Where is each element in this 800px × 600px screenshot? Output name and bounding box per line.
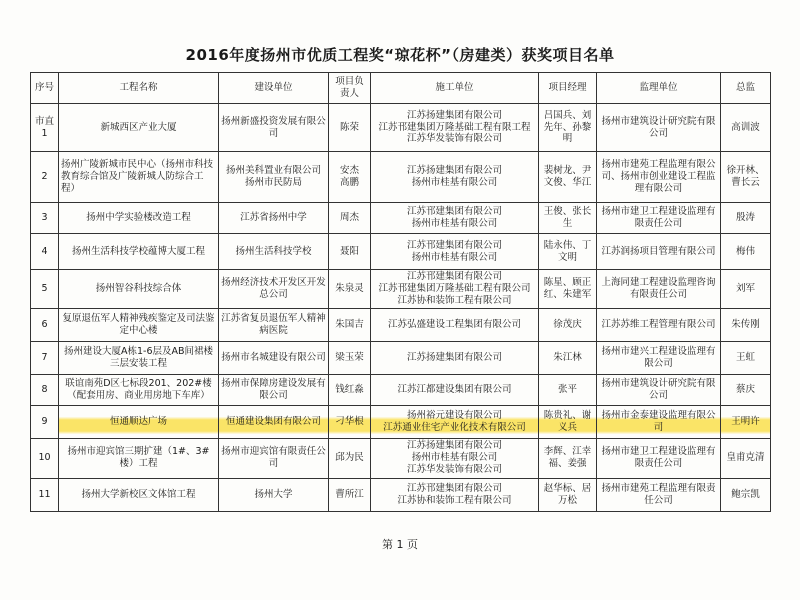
cell-chief: 鲍宗凯 (721, 478, 771, 511)
cell-chief: 王虹 (721, 341, 771, 374)
cell-builder: 江苏省扬州中学 (219, 203, 329, 234)
header-chief: 总监 (721, 73, 771, 104)
table-row (31, 438, 771, 478)
cell-supervisor: 上海同建工程建设监理咨询有限责任公司 (597, 270, 721, 309)
cell-builder: 恒通建设集团有限公司 (219, 405, 329, 438)
cell-supervisor: 扬州市建兴工程建设监理有限公司 (597, 341, 721, 374)
cell-leader: 曹所江 (329, 478, 371, 511)
cell-no: 8 (31, 374, 59, 405)
document-title: 2016年度扬州市优质工程奖“琼花杯”（房建类）获奖项目名单 (185, 46, 615, 64)
cell-no: 3 (31, 203, 59, 234)
cell-no: 市直1 (31, 104, 59, 152)
cell-manager: 吕国兵、刘先年、孙黎明 (539, 104, 597, 152)
cell-leader: 梁玉荣 (329, 341, 371, 374)
cell-chief: 殷涛 (721, 203, 771, 234)
cell-builder: 扬州市保障房建设发展有限公司 (219, 374, 329, 405)
header-project-name: 工程名称 (59, 73, 219, 104)
cell-supervisor: 扬州市建苑工程监理有限责任公司 (597, 478, 721, 511)
cell-chief: 高训波 (721, 104, 771, 152)
cell-contractor: 江苏邗建集团有限公司 江苏邗建集团万隆基础工程有限公司 江苏协和装饰工程有限公司 (371, 270, 539, 309)
cell-no: 11 (31, 478, 59, 511)
table-header-row (31, 73, 771, 104)
cell-chief: 蔡庆 (721, 374, 771, 405)
cell-manager: 陈贵礼、谢义兵 (539, 405, 597, 438)
cell-no: 4 (31, 234, 59, 270)
header-builder: 建设单位 (219, 73, 329, 104)
cell-project-name: 新城西区产业大厦 (59, 104, 219, 152)
header-supervisor: 监理单位 (597, 73, 721, 104)
cell-project-name: 扬州中学实验楼改造工程 (59, 203, 219, 234)
cell-project-name: 扬州智谷科技综合体 (59, 270, 219, 309)
cell-project-name: 扬州广陵新城市民中心（扬州市科技教育综合馆及广陵新城人防综合工程） (59, 152, 219, 203)
table-row-highlighted (31, 405, 771, 438)
cell-project-name: 扬州建设大厦A栋1-6层及AB间裙楼三层安装工程 (59, 341, 219, 374)
cell-manager: 赵华标、居万松 (539, 478, 597, 511)
cell-supervisor: 江苏润扬项目管理有限公司 (597, 234, 721, 270)
cell-leader: 朱泉灵 (329, 270, 371, 309)
cell-manager: 王俊、张长生 (539, 203, 597, 234)
table-row (31, 203, 771, 234)
cell-project-name: 恒通顺达广场 (59, 405, 219, 438)
cell-chief: 王明许 (721, 405, 771, 438)
cell-chief: 梅伟 (721, 234, 771, 270)
cell-leader: 朱国吉 (329, 308, 371, 341)
cell-supervisor: 扬州市金泰建设监理有限公司 (597, 405, 721, 438)
cell-project-name: 联谊南苑D区七标段201、202#楼（配套用房、商业用房地下车库） (59, 374, 219, 405)
cell-leader: 钱红淼 (329, 374, 371, 405)
cell-contractor: 江苏江都建设集团有限公司 (371, 374, 539, 405)
cell-builder: 扬州新盛投资发展有限公司 (219, 104, 329, 152)
cell-builder: 江苏省复员退伍军人精神病医院 (219, 308, 329, 341)
cell-chief: 皇甫克清 (721, 438, 771, 478)
cell-builder: 扬州大学 (219, 478, 329, 511)
cell-no: 9 (31, 405, 59, 438)
cell-contractor: 江苏邗建集团有限公司 江苏协和装饰工程有限公司 (371, 478, 539, 511)
table-row (31, 152, 771, 203)
cell-chief: 朱传刚 (721, 308, 771, 341)
cell-builder: 扬州经济技术开发区开发总公司 (219, 270, 329, 309)
cell-supervisor: 扬州市建筑设计研究院有限公司 (597, 104, 721, 152)
cell-builder: 扬州市迎宾馆有限责任公司 (219, 438, 329, 478)
cell-builder: 扬州生活科技学校 (219, 234, 329, 270)
cell-project-name: 扬州大学新校区文体馆工程 (59, 478, 219, 511)
cell-supervisor: 扬州市建苑工程监理有限公司、扬州市创业建设工程监理有限公司 (597, 152, 721, 203)
header-no: 序号 (31, 73, 59, 104)
cell-no: 6 (31, 308, 59, 341)
cell-manager: 朱江林 (539, 341, 597, 374)
header-leader: 项目负责人 (329, 73, 371, 104)
table-row (31, 270, 771, 309)
table-row (31, 341, 771, 374)
cell-chief: 徐开林、曹长云 (721, 152, 771, 203)
cell-manager: 徐茂庆 (539, 308, 597, 341)
cell-builder: 扬州市名城建设有限公司 (219, 341, 329, 374)
award-table (30, 72, 771, 512)
cell-contractor: 江苏扬建集团有限公司 扬州市桂基有限公司 江苏华发装饰有限公司 (371, 438, 539, 478)
cell-project-name: 复原退伍军人精神残疾鉴定及司法鉴定中心楼 (59, 308, 219, 341)
cell-manager: 裴树龙、尹文俊、华江 (539, 152, 597, 203)
cell-contractor: 江苏邗建集团有限公司 扬州市桂基有限公司 (371, 234, 539, 270)
cell-contractor: 江苏扬建集团有限公司 (371, 341, 539, 374)
table-row (31, 234, 771, 270)
cell-no: 7 (31, 341, 59, 374)
cell-leader: 陈荣 (329, 104, 371, 152)
cell-leader: 聂阳 (329, 234, 371, 270)
cell-builder: 扬州美科置业有限公司 扬州市民防局 (219, 152, 329, 203)
cell-contractor: 江苏扬建集团有限公司 扬州市桂基有限公司 (371, 152, 539, 203)
cell-project-name: 扬州市迎宾馆三期扩建（1#、3#楼）工程 (59, 438, 219, 478)
cell-contractor: 扬州裕元建设有限公司 江苏通业住宅产业化技术有限公司 (371, 405, 539, 438)
cell-no: 2 (31, 152, 59, 203)
cell-manager: 李辉、江幸福、姜强 (539, 438, 597, 478)
cell-supervisor: 江苏苏维工程管理有限公司 (597, 308, 721, 341)
cell-leader: 周杰 (329, 203, 371, 234)
table-row (31, 308, 771, 341)
cell-no: 10 (31, 438, 59, 478)
cell-chief: 刘军 (721, 270, 771, 309)
header-contractor: 施工单位 (371, 73, 539, 104)
cell-supervisor: 扬州市建筑设计研究院有限公司 (597, 374, 721, 405)
table-row (31, 374, 771, 405)
page-number: 第 1 页 (382, 538, 418, 551)
cell-manager: 张平 (539, 374, 597, 405)
cell-project-name: 扬州生活科技学校蕴博大厦工程 (59, 234, 219, 270)
cell-manager: 陈星、顾正红、朱建军 (539, 270, 597, 309)
table-row (31, 478, 771, 511)
cell-supervisor: 扬州市建卫工程建设监理有限责任公司 (597, 438, 721, 478)
table-row (31, 104, 771, 152)
cell-contractor: 江苏邗建集团有限公司 扬州市桂基有限公司 (371, 203, 539, 234)
header-manager: 项目经理 (539, 73, 597, 104)
cell-no: 5 (31, 270, 59, 309)
cell-leader: 邱为民 (329, 438, 371, 478)
cell-contractor: 江苏弘盛建设工程集团有限公司 (371, 308, 539, 341)
cell-contractor: 江苏扬建集团有限公司 江苏邗建集团万隆基础工程有限工程 江苏华发装饰有限公司 (371, 104, 539, 152)
cell-manager: 陆永伟、丁文明 (539, 234, 597, 270)
cell-supervisor: 扬州市建卫工程建设监理有限责任公司 (597, 203, 721, 234)
cell-leader: 刁华根 (329, 405, 371, 438)
cell-leader: 安杰 高鹏 (329, 152, 371, 203)
